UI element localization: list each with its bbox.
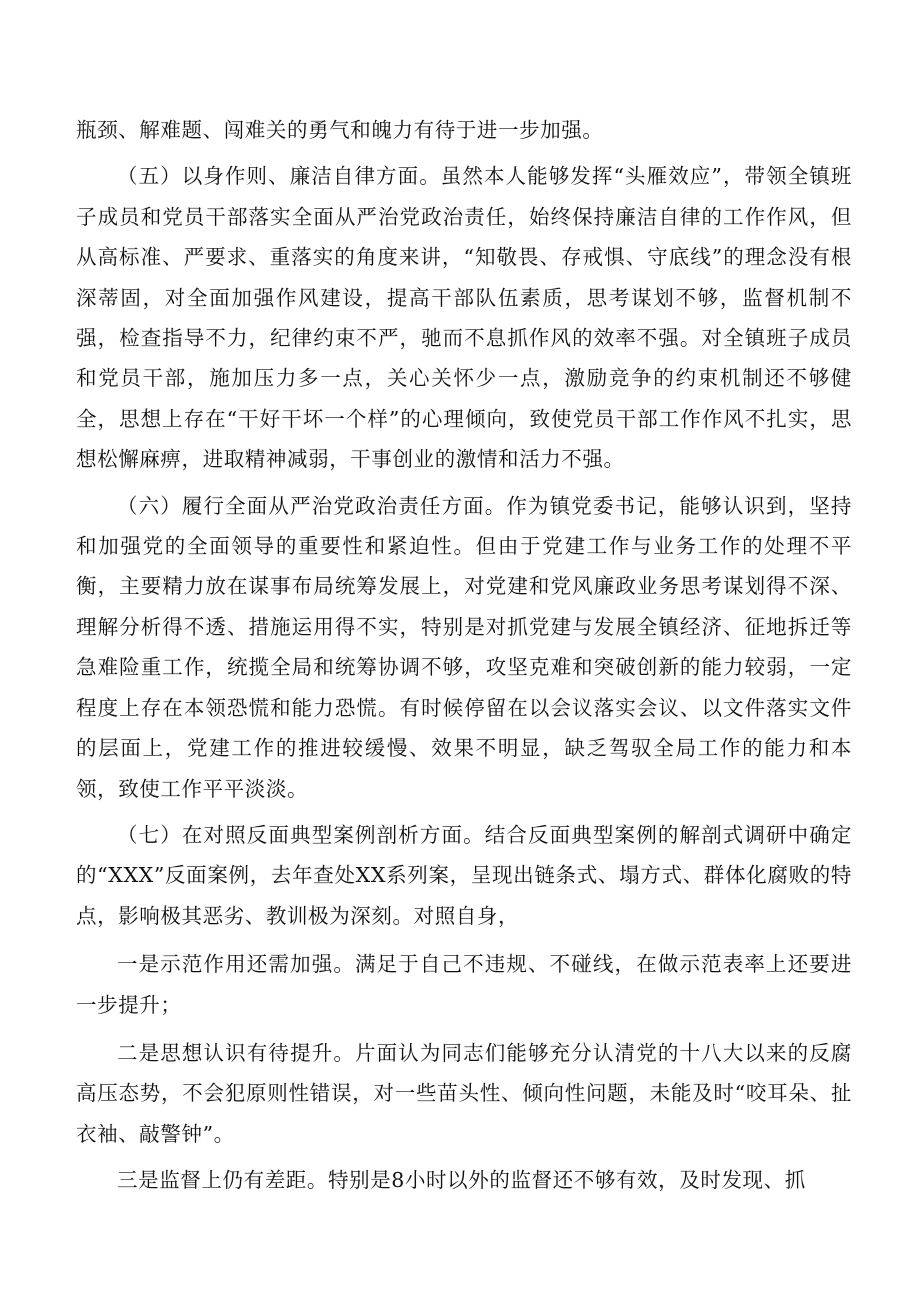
- paragraph-section-six: （六）履行全面从严治党政治责任方面。作为镇党委书记，能够认识到，坚持和加强党的全面领导的重要性和紧迫性。但由于党建工作与业务工作的处理不平衡，主要精力放在谋事布局统筹发展上，对党建和党风廉政业务思考谋划得不深、理解分析得不透、措施运用得不实，特别是对抓党建与发展全镇经济、征地拆迁等急难险重工作，统揽全局和统筹协调不够，攻坚克难和突破创新的能力较弱，一定程度上存在本领恐慌和能力恐慌。有时候停留在以会议落实会议、以文件落实文件的层面上，党建工作的推进较缓慢、效果不明显，缺乏驾驭全局工作的能力和本领，致使工作平平淡淡。: [76, 493, 852, 801]
- document-body: [76, 110, 852, 1201]
- paragraph-point-three: 三是监督上仍有差距。特别是8小时以外的监督还不够有效，及时发现、抓: [117, 1168, 806, 1193]
- paragraph-continuation: 瓶颈、解难题、闯难关的勇气和魄力有待于进一步加强。: [76, 118, 604, 142]
- paragraph-section-five: （五）以身作则、廉洁自律方面。虽然本人能够发挥“头雁效应”，带领全镇班子成员和党员干部落实全面从严治党政治责任，始终保持廉洁自律的工作作风，但从高标准、严要求、重落实的角度来讲，“知敬畏、存戒惧、守底线”的理念没有根深蒂固，对全面加强作风建设，提高干部队伍素质，思考谋划不够，监督机制不强，检查指导不力，纪律约束不严，驰而不息抓作风的效率不强。对全镇班子成员和党员干部，施加压力多一点，关心关怀少一点，激励竞争的约束机制还不够健全，思想上存在“干好干坏一个样”的心理倾向，致使党员干部工作作风不扎实，思想松懈麻痹，进取精神减弱，干事创业的激情和活力不强。: [76, 164, 852, 472]
- paragraph-point-two: 二是思想认识有待提升。片面认为同志们能够充分认清党的十八大以来的反腐高压态势，不会犯原则性错误，对一些苗头性、倾向性问题，未能及时“咬耳朵、扯衣袖、敲警钟”。: [76, 1040, 852, 1146]
- paragraph-point-one: 一是示范作用还需加强。满足于自己不违规、不碰线，在做示范表率上还要进一步提升；: [76, 952, 852, 1017]
- paragraph-section-seven: （七）在对照反面典型案例剖析方面。结合反面典型案例的解剖式调研中确定的“XXX”反面案例，去年查处XX系列案，呈现出链条式、塌方式、群体化腐败的特点，影响极其恶劣、教训极为深刻。对照自身，: [76, 822, 852, 928]
